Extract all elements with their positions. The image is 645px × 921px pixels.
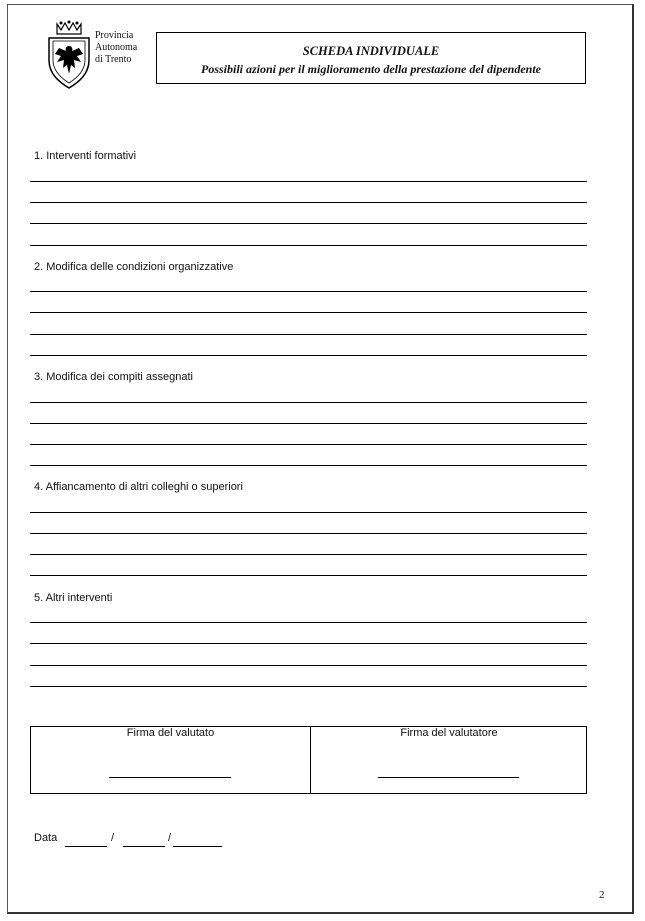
write-line[interactable] bbox=[30, 643, 587, 644]
signature-label-valutato: Firma del valutato bbox=[126, 727, 215, 739]
write-line[interactable] bbox=[30, 355, 587, 356]
signature-table bbox=[30, 726, 587, 794]
org-line: Autonoma bbox=[95, 42, 138, 53]
write-line[interactable] bbox=[30, 245, 587, 246]
write-line[interactable] bbox=[30, 622, 587, 623]
write-line[interactable] bbox=[30, 686, 587, 687]
coat-of-arms-logo bbox=[45, 18, 93, 90]
section-label: 5. Altri interventi bbox=[34, 592, 113, 604]
write-line[interactable] bbox=[30, 554, 587, 555]
write-line[interactable] bbox=[30, 512, 587, 513]
write-line[interactable] bbox=[30, 575, 587, 576]
write-line[interactable] bbox=[30, 334, 587, 335]
signature-cell-valutato bbox=[31, 727, 310, 793]
page-number: 2 bbox=[599, 889, 605, 901]
section-label: 2. Modifica delle condizioni organizzative bbox=[34, 261, 234, 273]
organization-name bbox=[95, 30, 137, 66]
date-separator: / bbox=[111, 832, 115, 844]
write-line[interactable] bbox=[30, 291, 587, 292]
document-title: SCHEDA INDIVIDUALE bbox=[302, 44, 440, 58]
date-separator: / bbox=[168, 832, 172, 844]
org-line: Provincia bbox=[95, 30, 134, 41]
date-field bbox=[34, 832, 172, 844]
date-day-line[interactable] bbox=[65, 846, 107, 847]
section-label: 4. Affiancamento di altri colleghi o superiori bbox=[34, 481, 243, 493]
write-line[interactable] bbox=[30, 444, 587, 445]
document-subtitle: Possibili azioni per il miglioramento della prestazione del dipendente bbox=[200, 62, 541, 76]
write-line[interactable] bbox=[30, 202, 587, 203]
org-line: di Trento bbox=[95, 54, 132, 65]
date-month-line[interactable] bbox=[123, 846, 165, 847]
write-line[interactable] bbox=[30, 312, 587, 313]
write-line[interactable] bbox=[30, 665, 587, 666]
date-label: Data bbox=[34, 832, 58, 844]
signature-cell-valutatore bbox=[311, 727, 587, 793]
write-line[interactable] bbox=[30, 533, 587, 534]
write-line[interactable] bbox=[30, 402, 587, 403]
signature-line-valutatore[interactable] bbox=[378, 777, 519, 778]
title-box bbox=[156, 32, 586, 84]
date-year-line[interactable] bbox=[173, 846, 222, 847]
signature-label-valutatore: Firma del valutatore bbox=[400, 727, 498, 739]
write-line[interactable] bbox=[30, 465, 587, 466]
signature-line-valutato[interactable] bbox=[109, 777, 231, 778]
section-label: 3. Modifica dei compiti assegnati bbox=[34, 371, 193, 383]
write-line[interactable] bbox=[30, 423, 587, 424]
section-label: 1. Interventi formativi bbox=[34, 150, 137, 162]
write-line[interactable] bbox=[30, 223, 587, 224]
write-line[interactable] bbox=[30, 181, 587, 182]
